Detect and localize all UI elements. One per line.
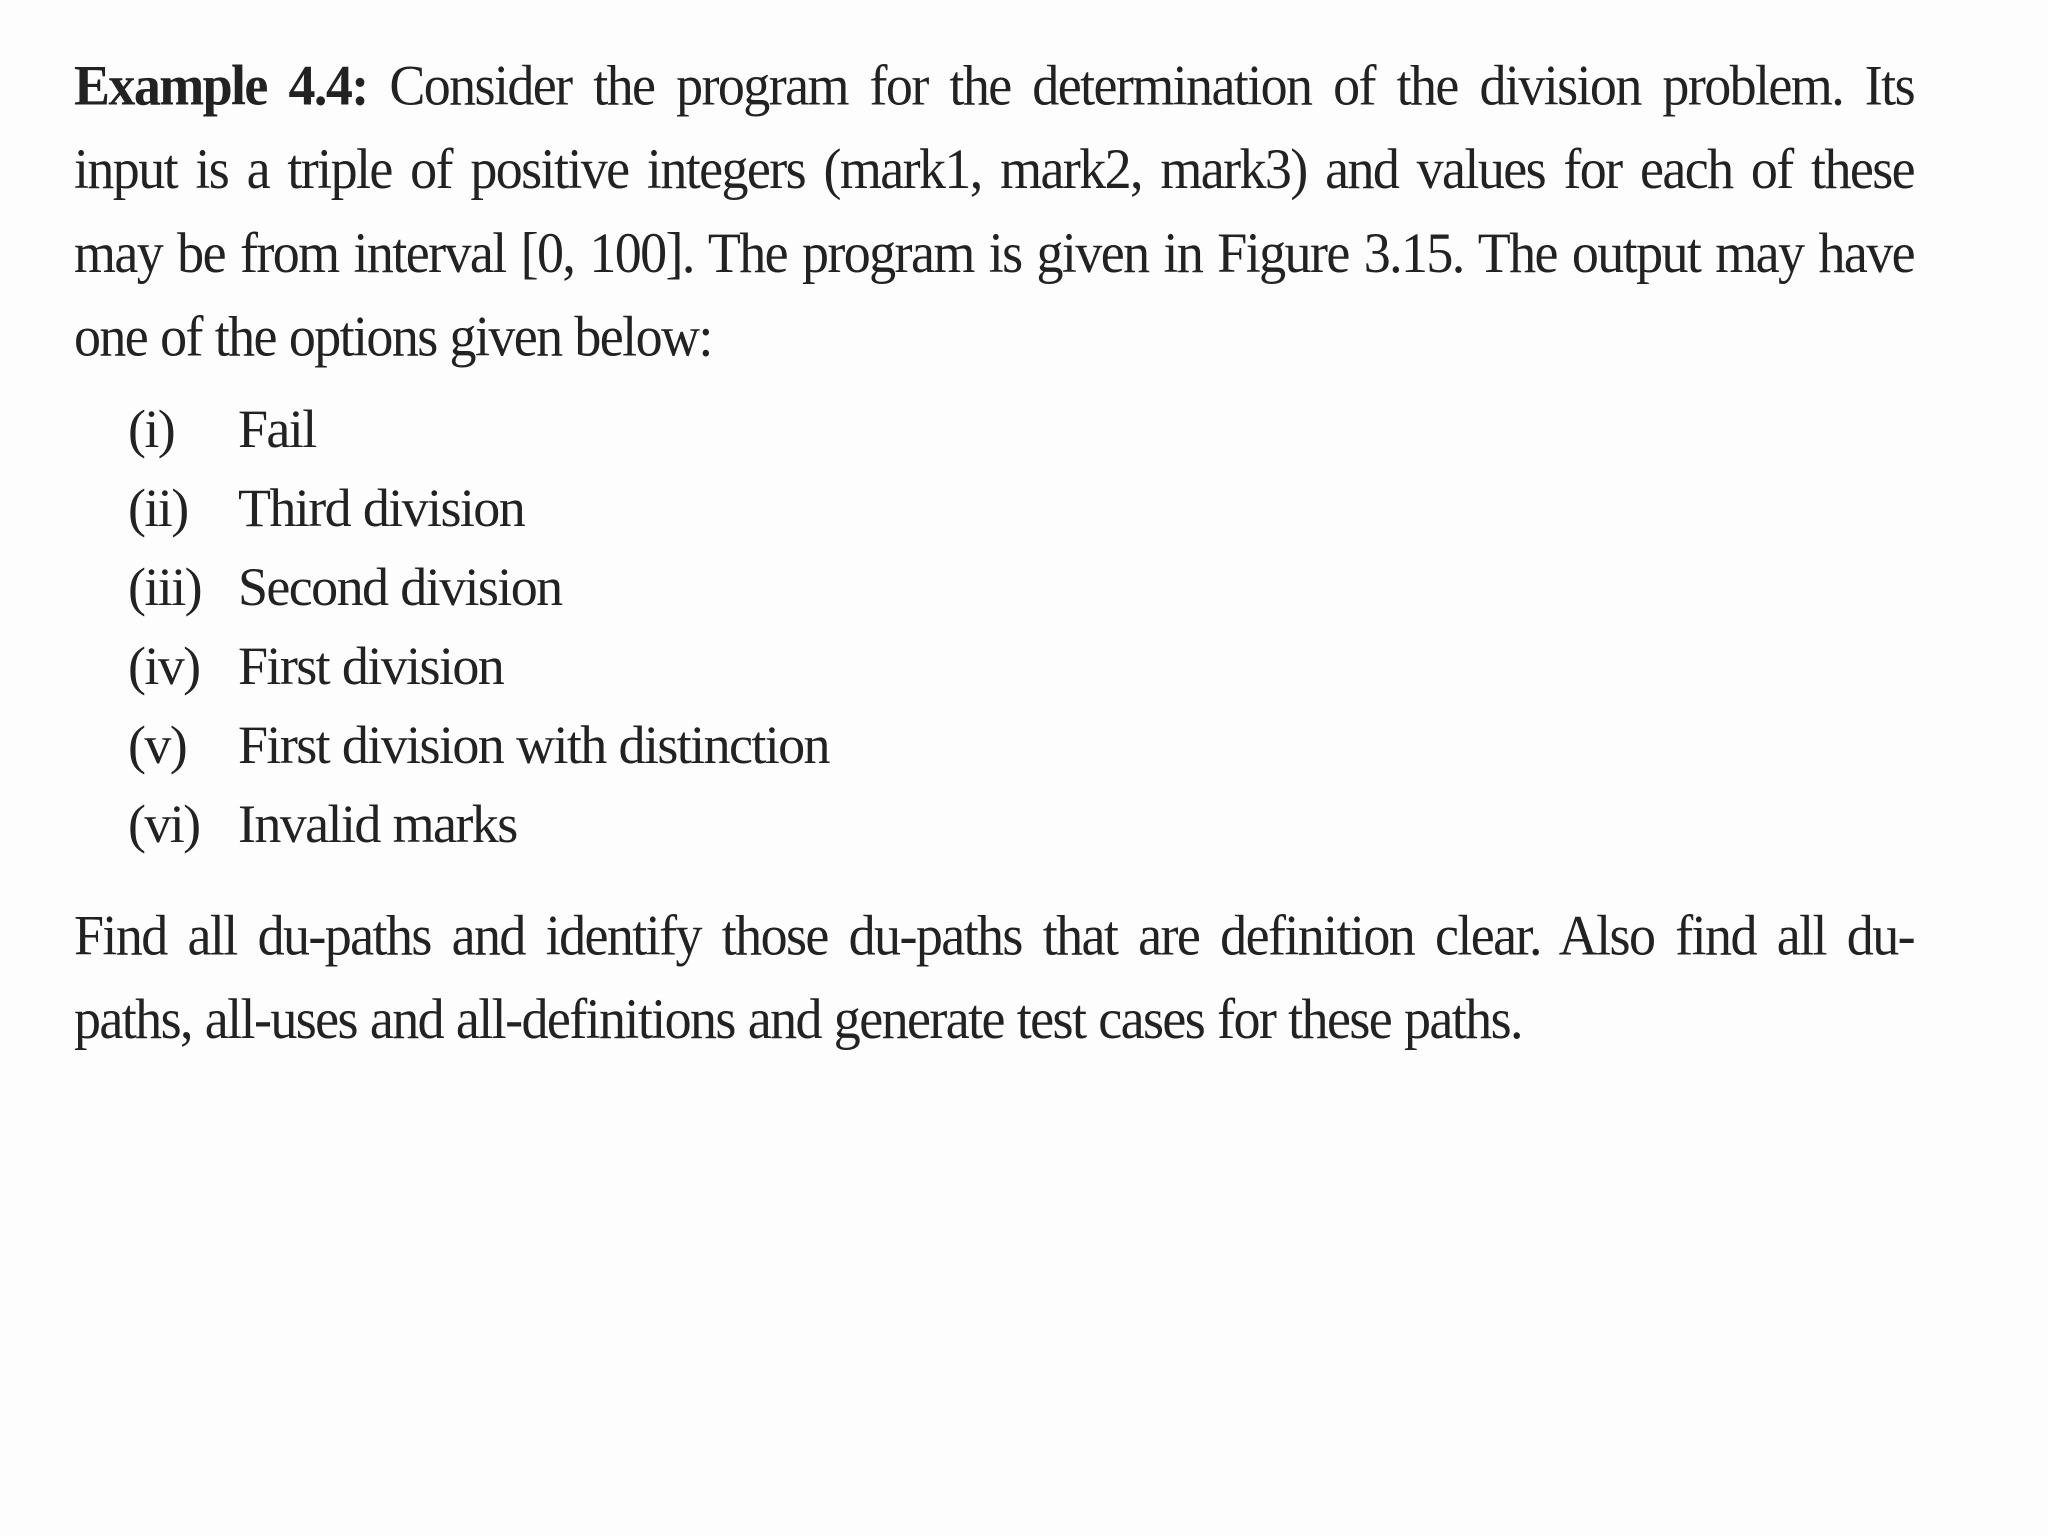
- example-heading: Example 4.4:: [74, 53, 368, 118]
- option-text: Fail: [238, 399, 316, 459]
- list-item: [74, 785, 1914, 864]
- option-text: First division with distinction: [238, 715, 829, 775]
- option-number: (iv): [128, 636, 200, 696]
- list-item: [74, 548, 1914, 627]
- option-number: (i): [128, 399, 175, 459]
- list-item: [74, 627, 1914, 706]
- option-text: Invalid marks: [238, 794, 517, 854]
- intro-text: Consider the program for the determination of the division problem. Its input is a triple of positive integers (mark1, mark2, mark3) and values for each of these may be from interval [0, 100]. The program is given in Figure 3.15. The output may have one of the options given below:: [74, 53, 1915, 369]
- option-number: (vi): [128, 794, 200, 854]
- option-number: (ii): [128, 478, 188, 538]
- option-text: First division: [238, 636, 504, 696]
- list-item: [74, 469, 1914, 548]
- intro-paragraph: [74, 44, 1914, 379]
- task-paragraph: Find all du-paths and identify those du-paths that are definition clear. Also find all du-paths, all-uses and all-definitions and generate test cases for these paths.: [74, 903, 1914, 1051]
- option-text: Second division: [238, 557, 562, 617]
- option-number: (v): [128, 715, 187, 775]
- list-item: [74, 390, 1914, 469]
- output-options-list: [74, 390, 1914, 864]
- option-number: (iii): [128, 557, 201, 617]
- example-block: [74, 44, 1914, 1052]
- option-text: Third division: [238, 478, 525, 538]
- list-item: [74, 706, 1914, 785]
